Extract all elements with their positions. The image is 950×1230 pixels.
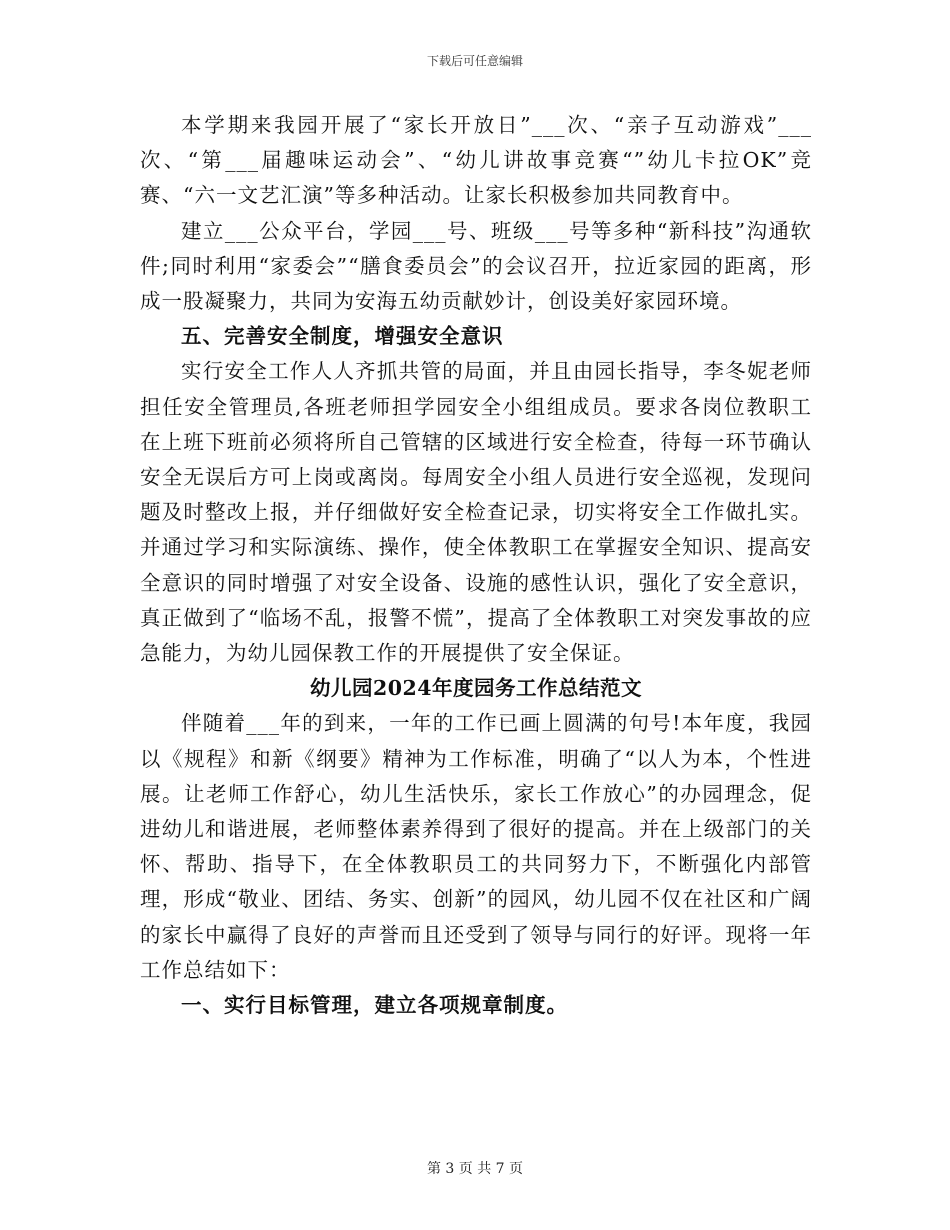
section-heading-safety: 五、完善安全制度，增强安全意识 bbox=[181, 324, 504, 349]
page-header: 下载后可任意编辑 bbox=[426, 54, 523, 68]
section-heading-management: 一、实行目标管理，建立各项规章制度。 bbox=[181, 993, 568, 1018]
document-title: 幼儿园2024年度园务工作总结范文 bbox=[309, 676, 643, 701]
paragraph-safety: 实行安全工作人人齐抓共管的局面，并且由园长指导，李冬妮老师担任安全管理员,各班老师担学园安全小组组成员。要求各岗位教职工在上班下班前必须将所自己管辖的区域进行安全检查，待每一环节确认安全无误后方可上岗或离岗。每周安全小组人员进行安全巡视，发现问题及时整改上报，并仔细做好安全检查记录，切实将安全工作做扎实。并通过学习和实际演练、操作，使全体教职工在掌握安全知识、提高安全意识的同时增强了对安全设备、设施的感性认识，强化了安全意识，真正做到了“临场不乱，报警不慌”，提高了全体教职工对突发事故的应急能力，为幼儿园保教工作的开展提供了安全保证。 bbox=[140, 359, 812, 666]
paragraph-intro: 伴随着___年的到来，一年的工作已画上圆满的句号!本年度，我园以《规程》和新《纲要》精神为工作标准，明确了“以人为本，个性进展。让老师工作舒心，幼儿生活快乐，家长工作放心”的办园理念，促进幼儿和谐进展，老师整体素养得到了很好的提高。并在上级部门的关怀、帮助、指导下，在全体教职员工的共同努力下，不断强化内部管理，形成“敬业、团结、务实、创新”的园风，幼儿园不仅在社区和广阔的家长中赢得了良好的声誉而且还受到了领导与同行的好评。现将一年工作总结如下： bbox=[140, 711, 812, 982]
page-footer: 第 3 页 共 7 页 bbox=[426, 1161, 524, 1177]
paragraph-parent-activities: 本学期来我园开展了“家长开放日”___次、“亲子互动游戏”___次、“第___届趣味运动会”、“幼儿讲故事竞赛“”幼儿卡拉OK”竞赛、“六一文艺汇演”等多种活动。让家长积极参加共同教育中。 bbox=[140, 113, 812, 208]
document-body bbox=[140, 108, 812, 1023]
paragraph-communication: 建立___公众平台，学园___号、班级___号等多种“新科技”沟通软件;同时利用“家委会”“膳食委员会”的会议召开，拉近家园的距离，形成一股凝聚力，共同为安海五幼贡献妙计，创设美好家园环境。 bbox=[140, 218, 812, 314]
